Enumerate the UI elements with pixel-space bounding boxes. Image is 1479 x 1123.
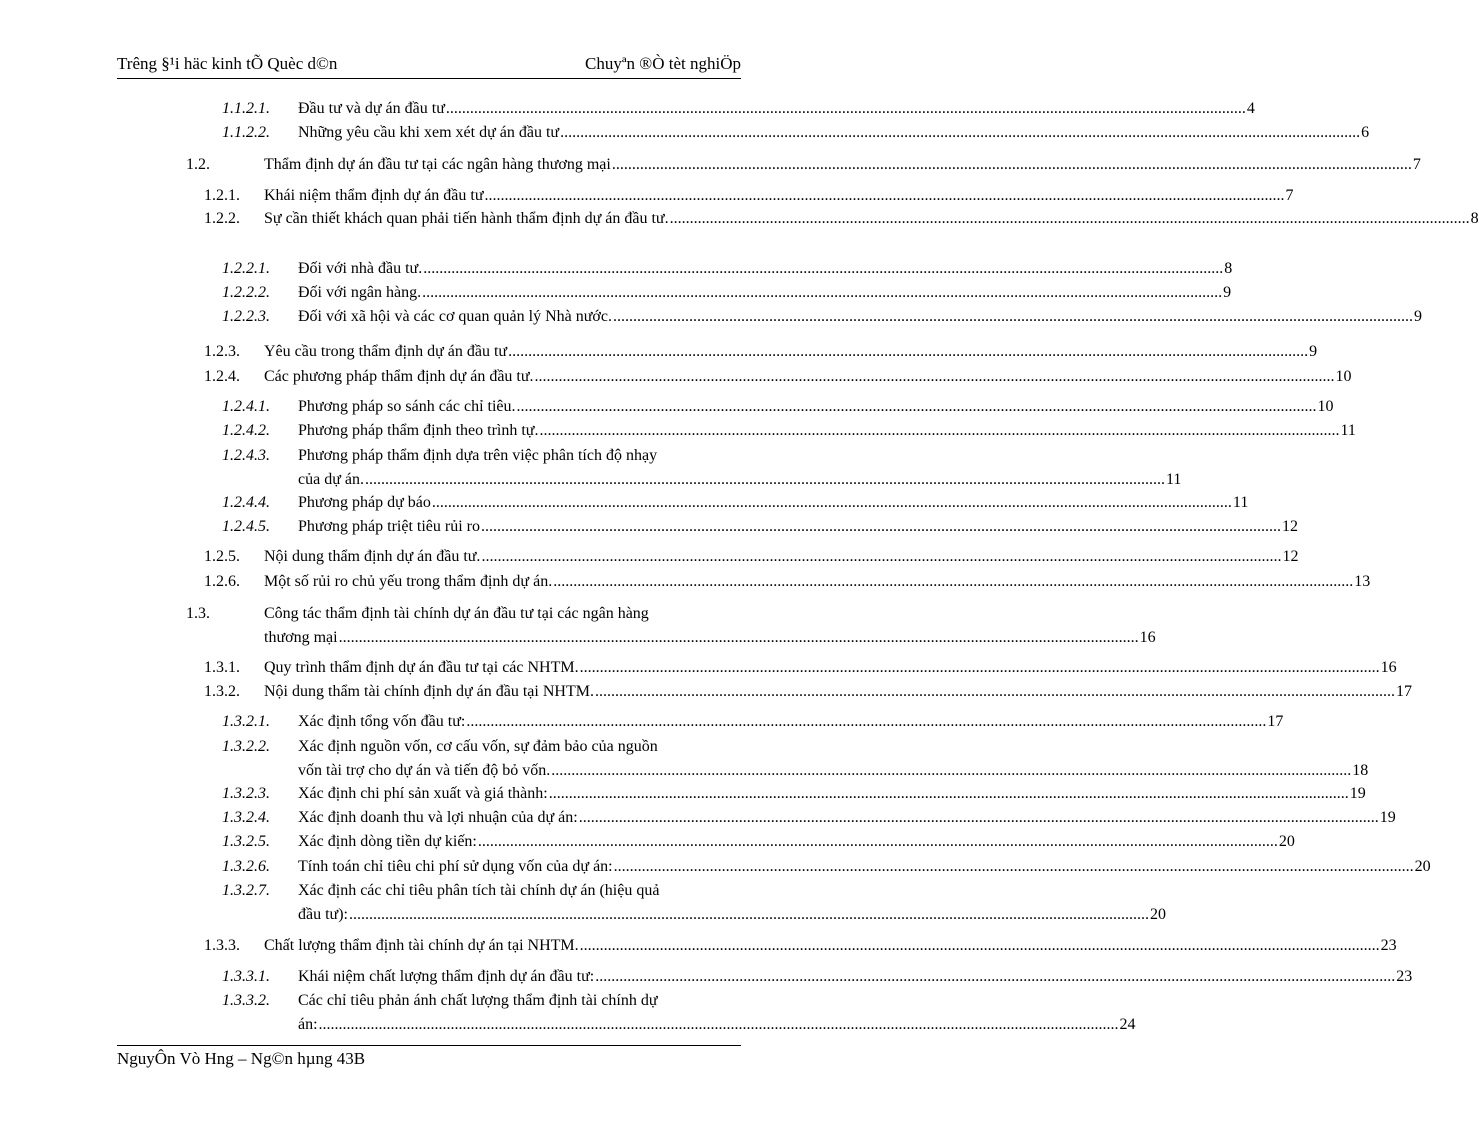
- toc-number: 1.3.2.3.: [222, 785, 270, 802]
- toc-number: 1.2.4.: [204, 368, 240, 385]
- toc-title: Phương pháp thẩm định dựa trên việc phân tích độ nhạy: [298, 447, 658, 464]
- toc-number: 1.3.2.7.: [222, 882, 270, 899]
- toc-leader: ........................................................................................................................................................................................................: [423, 260, 1224, 277]
- toc-leader: ........................................................................................................................................................................................................: [579, 659, 1380, 676]
- toc-page-number: 9: [1413, 308, 1422, 325]
- toc-leader: ........................................................................................................................................................................................................: [422, 284, 1223, 301]
- toc-number: 1.2.2.: [204, 210, 240, 227]
- page-header: [117, 52, 741, 79]
- toc-title: vốn tài trợ cho dự án và tiến độ bỏ vốn.: [298, 762, 551, 779]
- toc-leader: ........................................................................................................................................................................................................: [431, 494, 1232, 511]
- toc-number: 1.2.1.: [204, 187, 240, 204]
- footer-text: NguyÔn Vò Hng – Ng©n hµng 43B: [117, 1049, 366, 1068]
- toc-number: 1.2.6.: [204, 573, 240, 590]
- toc-page-number: 17: [1267, 713, 1284, 730]
- toc-number: 1.3.2.6.: [222, 858, 270, 875]
- toc-leader: ........................................................................................................................................................................................................: [349, 906, 1149, 923]
- toc-page-number: 8: [1224, 260, 1233, 277]
- toc-title: Xác định dòng tiền dự kiến:: [298, 833, 477, 850]
- toc-title: Thẩm định dự án đầu tư tại các ngân hàng thương mại: [264, 156, 611, 173]
- toc-page-number: 9: [1223, 284, 1232, 301]
- toc-title: Chất lượng thẩm định tài chính dự án tại NHTM.: [264, 937, 579, 954]
- toc-leader: ........................................................................................................................................................................................................: [481, 518, 1281, 535]
- toc-title: Những yêu cầu khi xem xét dự án đầu tư: [298, 124, 560, 141]
- toc-title: Sự cần thiết khách quan phải tiến hành thẩm định dự án đầu tư.: [264, 210, 669, 227]
- toc-leader: ........................................................................................................................................................................................................: [560, 124, 1361, 141]
- toc-leader: ........................................................................................................................................................................................................: [481, 548, 1282, 565]
- toc-title: Xác định tổng vốn đầu tư:: [298, 713, 466, 730]
- toc-title: Xác định doanh thu và lợi nhuận của dự án:: [298, 809, 578, 826]
- toc-leader: ........................................................................................................................................................................................................: [595, 968, 1396, 985]
- toc-number: 1.2.2.3.: [222, 308, 270, 325]
- toc-number: 1.3.2.5.: [222, 833, 270, 850]
- toc-leader: ........................................................................................................................................................................................................: [611, 156, 1412, 173]
- toc-page-number: 17: [1395, 683, 1412, 700]
- toc-leader: ........................................................................................................................................................................................................: [338, 629, 1139, 646]
- toc-title: Nội dung thẩm định dự án đầu tư.: [264, 548, 481, 565]
- toc-number: 1.3.3.1.: [222, 968, 270, 985]
- toc-page-number: 12: [1282, 518, 1298, 535]
- toc-number: 1.3.3.2.: [222, 992, 270, 1009]
- toc-title: đầu tư):: [298, 906, 348, 923]
- toc-page-number: 13: [1354, 573, 1371, 590]
- toc-page-number: 11: [1165, 471, 1182, 488]
- toc-number: 1.3.2.4.: [222, 809, 270, 826]
- toc-leader: ........................................................................................................................................................................................................: [579, 937, 1380, 954]
- toc-number: 1.2.4.5.: [222, 518, 270, 535]
- toc-title: thương mại: [264, 629, 338, 646]
- toc-title: Đối với ngân hàng.: [298, 284, 422, 301]
- toc-leader: ........................................................................................................................................................................................................: [534, 368, 1335, 385]
- toc-title: Khái niệm thẩm định dự án đầu tư: [264, 187, 484, 204]
- toc-leader: ........................................................................................................................................................................................................: [669, 210, 1470, 227]
- toc-number: 1.1.2.1.: [222, 100, 270, 117]
- toc-number: 1.3.: [186, 605, 210, 622]
- toc-number: 1.2.3.: [204, 343, 240, 360]
- toc-title: Phương pháp thẩm định theo trình tự.: [298, 422, 539, 439]
- toc-title: Tính toán chỉ tiêu chi phí sử dụng vốn của dự án:: [298, 858, 613, 875]
- toc-number: 1.2.4.1.: [222, 398, 270, 415]
- toc-page-number: 7: [1412, 156, 1421, 173]
- toc-number: 1.2.: [186, 156, 210, 173]
- toc-leader: ........................................................................................................................................................................................................: [551, 762, 1352, 779]
- toc-title: Các phương pháp thẩm định dự án đầu tư.: [264, 368, 534, 385]
- page-footer: [117, 1045, 741, 1069]
- toc-leader: ........................................................................................................................................................................................................: [548, 785, 1349, 802]
- toc-number: 1.2.2.2.: [222, 284, 270, 301]
- toc-title: Phương pháp so sánh các chỉ tiêu.: [298, 398, 516, 415]
- toc-number: 1.1.2.2.: [222, 124, 270, 141]
- toc-number: 1.2.4.3.: [222, 447, 270, 464]
- toc-leader: ........................................................................................................................................................................................................: [484, 187, 1285, 204]
- header-left: Trêng §¹i häc kinh tÕ Quèc d©n: [117, 54, 338, 73]
- toc-page-number: 20: [1150, 906, 1166, 923]
- toc-page-number: 7: [1285, 187, 1294, 204]
- toc-number: 1.3.1.: [204, 659, 240, 676]
- toc-leader: ........................................................................................................................................................................................................: [364, 471, 1165, 488]
- toc-page-number: 4: [1246, 100, 1255, 117]
- toc-title: Một số rủi ro chủ yếu trong thẩm định dự án.: [264, 573, 553, 590]
- toc-number: 1.2.4.4.: [222, 494, 270, 511]
- toc-title: Đối với nhà đầu tư.: [298, 260, 423, 277]
- toc-title: Quy trình thẩm định dự án đầu tư tại các NHTM.: [264, 659, 579, 676]
- toc-number: 1.3.2.2.: [222, 738, 270, 755]
- toc-number: 1.3.2.: [204, 683, 240, 700]
- toc-page-number: 23: [1396, 968, 1413, 985]
- toc-page-number: 12: [1282, 548, 1299, 565]
- toc-leader: ........................................................................................................................................................................................................: [477, 833, 1278, 850]
- toc-title: Xác định chi phí sản xuất và giá thành:: [298, 785, 548, 802]
- toc-leader: ........................................................................................................................................................................................................: [612, 308, 1413, 325]
- toc-leader: ........................................................................................................................................................................................................: [445, 100, 1246, 117]
- header-right: Chuyªn ®Ò tèt nghiÖp: [585, 54, 741, 73]
- toc-page-number: 23: [1380, 937, 1397, 954]
- toc-title: Đối với xã hội và các cơ quan quản lý Nhà nước.: [298, 308, 612, 325]
- toc-title: Phương pháp triệt tiêu rủi ro: [298, 518, 480, 535]
- toc-page-number: 8: [1470, 210, 1479, 227]
- toc-title: Nội dung thẩm tài chính định dự án đầu tại NHTM.: [264, 683, 594, 700]
- toc-page-number: 19: [1349, 785, 1366, 802]
- toc-page-number: 18: [1352, 762, 1369, 779]
- toc-title: Công tác thẩm định tài chính dự án đầu tư tại các ngân hàng: [264, 605, 649, 622]
- toc-title: Yêu cầu trong thẩm định dự án đầu tư: [264, 343, 508, 360]
- toc-title: Xác định các chỉ tiêu phân tích tài chính dự án (hiệu quả: [298, 882, 660, 899]
- toc-page-number: 10: [1335, 368, 1352, 385]
- toc-leader: ........................................................................................................................................................................................................: [508, 343, 1309, 360]
- toc-number: 1.2.2.1.: [222, 260, 270, 277]
- toc-number: 1.2.4.2.: [222, 422, 270, 439]
- toc-page-number: 20: [1414, 858, 1431, 875]
- toc-leader: ........................................................................................................................................................................................................: [613, 858, 1414, 875]
- toc-page-number: 10: [1317, 398, 1334, 415]
- toc-title: Các chỉ tiêu phản ánh chất lượng thẩm định tài chính dự: [298, 992, 658, 1009]
- toc-page-number: 16: [1380, 659, 1397, 676]
- toc-title: Đầu tư và dự án đầu tư: [298, 100, 445, 117]
- toc-page-number: 6: [1361, 124, 1370, 141]
- toc-leader: ........................................................................................................................................................................................................: [553, 573, 1354, 590]
- toc-leader: ........................................................................................................................................................................................................: [594, 683, 1395, 700]
- toc-number: 1.3.3.: [204, 937, 240, 954]
- toc-number: 1.2.5.: [204, 548, 240, 565]
- toc-leader: ........................................................................................................................................................................................................: [516, 398, 1317, 415]
- toc-title: án:: [298, 1016, 318, 1033]
- toc-title: Khái niệm chất lượng thẩm định dự án đầu tư:: [298, 968, 595, 985]
- toc-title: Xác định nguồn vốn, cơ cấu vốn, sự đảm bảo của nguồn: [298, 738, 658, 755]
- toc-title: Phương pháp dự báo: [298, 494, 431, 511]
- toc-leader: ........................................................................................................................................................................................................: [318, 1016, 1119, 1033]
- toc-page-number: 11: [1232, 494, 1249, 511]
- toc-leader: ........................................................................................................................................................................................................: [539, 422, 1340, 439]
- toc-title: của dự án.: [298, 471, 364, 488]
- toc-leader: ........................................................................................................................................................................................................: [578, 809, 1379, 826]
- toc-page-number: 16: [1139, 629, 1156, 646]
- toc-leader: ........................................................................................................................................................................................................: [466, 713, 1267, 730]
- toc-page-number: 20: [1278, 833, 1295, 850]
- toc-page-number: 24: [1119, 1016, 1136, 1033]
- toc-page-number: 19: [1379, 809, 1396, 826]
- toc-page-number: 9: [1309, 343, 1318, 360]
- toc-page-number: 11: [1340, 422, 1356, 439]
- toc-number: 1.3.2.1.: [222, 713, 270, 730]
